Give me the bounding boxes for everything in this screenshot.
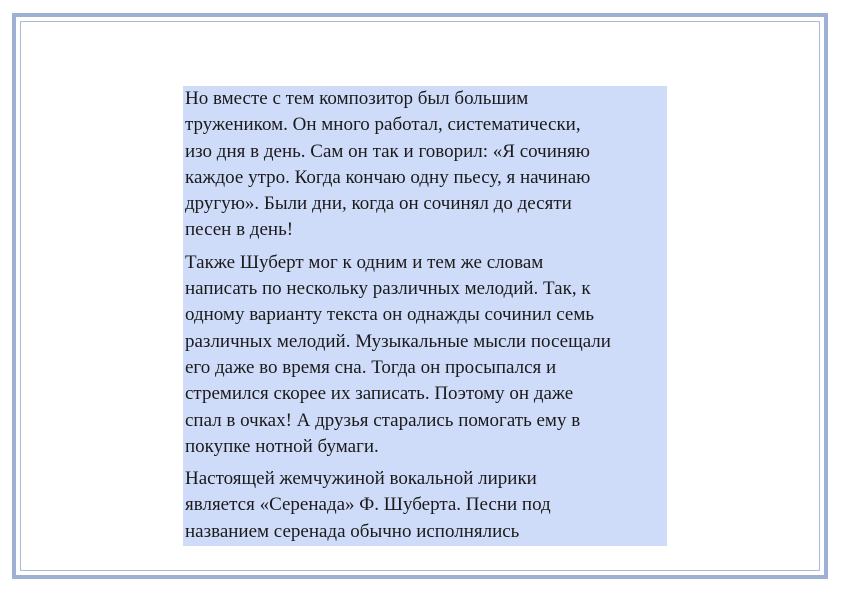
paragraph-line: покупке нотной бумаги.: [185, 435, 379, 457]
paragraph-1: [185, 86, 665, 244]
paragraph-3: [185, 466, 665, 545]
paragraph-line: является «Серенада» Ф. Шуберта. Песни под: [185, 494, 551, 516]
paragraph-line: различных мелодий. Музыкальные мысли посещали: [185, 330, 611, 352]
paragraph-line: другую». Были дни, когда он сочинял до десяти: [185, 193, 572, 215]
paragraph-line: стремился скорее их записать. Поэтому он даже: [185, 383, 574, 405]
paragraph-line: названием серенада обычно исполнялись: [185, 520, 520, 542]
paragraph-line: тружеником. Он много работал, систематически,: [185, 114, 581, 136]
paragraph-line: песен в день!: [185, 219, 294, 241]
paragraph-line: Настоящей жемчужиной вокальной лирики: [185, 468, 537, 490]
paragraph-line: спал в очках! А друзья старались помогать ему в: [185, 409, 581, 431]
paragraph-line: его даже во время сна. Тогда он просыпался и: [185, 356, 557, 378]
paragraph-line: написать по нескольку различных мелодий. Так, к: [185, 278, 591, 300]
paragraph-2: [185, 250, 665, 460]
paragraph-line: Но вместе с тем композитор был большим: [185, 88, 529, 109]
paragraph-line: каждое утро. Когда кончаю одну пьесу, я начинаю: [185, 166, 591, 188]
text-block: [183, 86, 667, 546]
paragraph-line: одному варианту текста он однажды сочинил семь: [185, 304, 595, 326]
paragraph-line: изо дня в день. Сам он так и говорил: «Я сочиняю: [185, 140, 590, 162]
paragraph-line: Также Шуберт мог к одним и тем же словам: [185, 251, 544, 273]
